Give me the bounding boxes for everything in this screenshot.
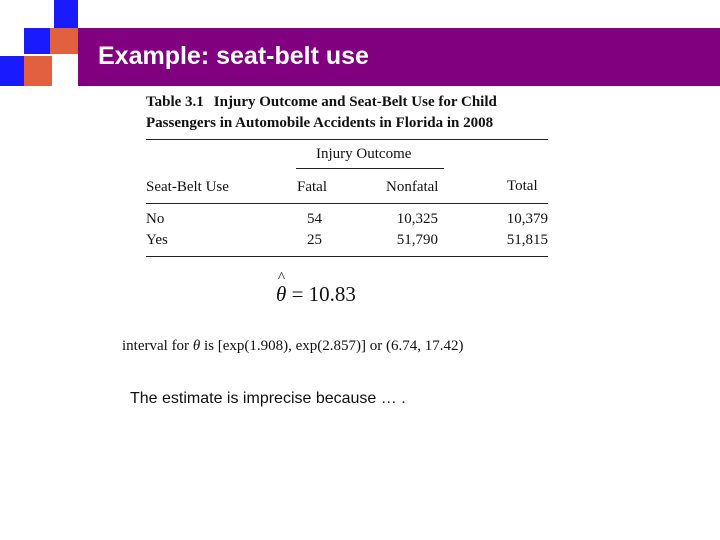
header-seat-belt: Seat-Belt Use <box>146 179 229 195</box>
header-rule <box>146 203 548 204</box>
slide-title: Example: seat-belt use <box>98 42 369 70</box>
table-cell: 51,790 <box>396 232 438 248</box>
table-rule-bottom <box>146 256 548 257</box>
table-cell: 10,379 <box>506 211 548 227</box>
decor-square <box>0 56 24 86</box>
table-cell: 51,815 <box>506 232 548 248</box>
table-number: Table 3.1 <box>146 94 204 110</box>
column-spanner: Injury Outcome <box>316 146 412 162</box>
table-row-label: No <box>146 211 165 227</box>
note-text: The estimate is imprecise because … . <box>130 390 406 407</box>
header-fatal: Fatal <box>297 179 327 195</box>
table-caption <box>146 92 556 134</box>
theta-symbol: θ <box>192 338 201 354</box>
table-cell: 10,325 <box>396 211 438 227</box>
table-rule-top <box>146 139 548 140</box>
title-banner <box>78 28 720 86</box>
table-title-line2: Passengers in Automobile Accidents in Florida in 2008 <box>146 115 494 131</box>
theta-hat-symbol: ^ θ <box>276 282 286 307</box>
header-total: Total <box>507 178 538 194</box>
decor-square <box>24 28 50 54</box>
decor-square <box>24 56 52 86</box>
decor-square <box>54 0 78 28</box>
header-nonfatal: Nonfatal <box>386 179 439 195</box>
table-cell: 54 <box>307 211 322 227</box>
estimate-value: = 10.83 <box>291 282 356 306</box>
confidence-interval <box>122 338 463 355</box>
spanner-rule <box>296 168 444 169</box>
interval-text: is [exp(1.908), exp(2.857)] or (6.74, 17.42) <box>203 338 464 354</box>
table-row-label: Yes <box>146 232 168 248</box>
interval-prefix: interval for <box>122 338 190 354</box>
table-title-line1: Injury Outcome and Seat-Belt Use for Child <box>213 94 497 110</box>
estimate-formula <box>276 282 356 307</box>
decor-square <box>50 28 78 54</box>
table-cell: 25 <box>307 232 322 248</box>
